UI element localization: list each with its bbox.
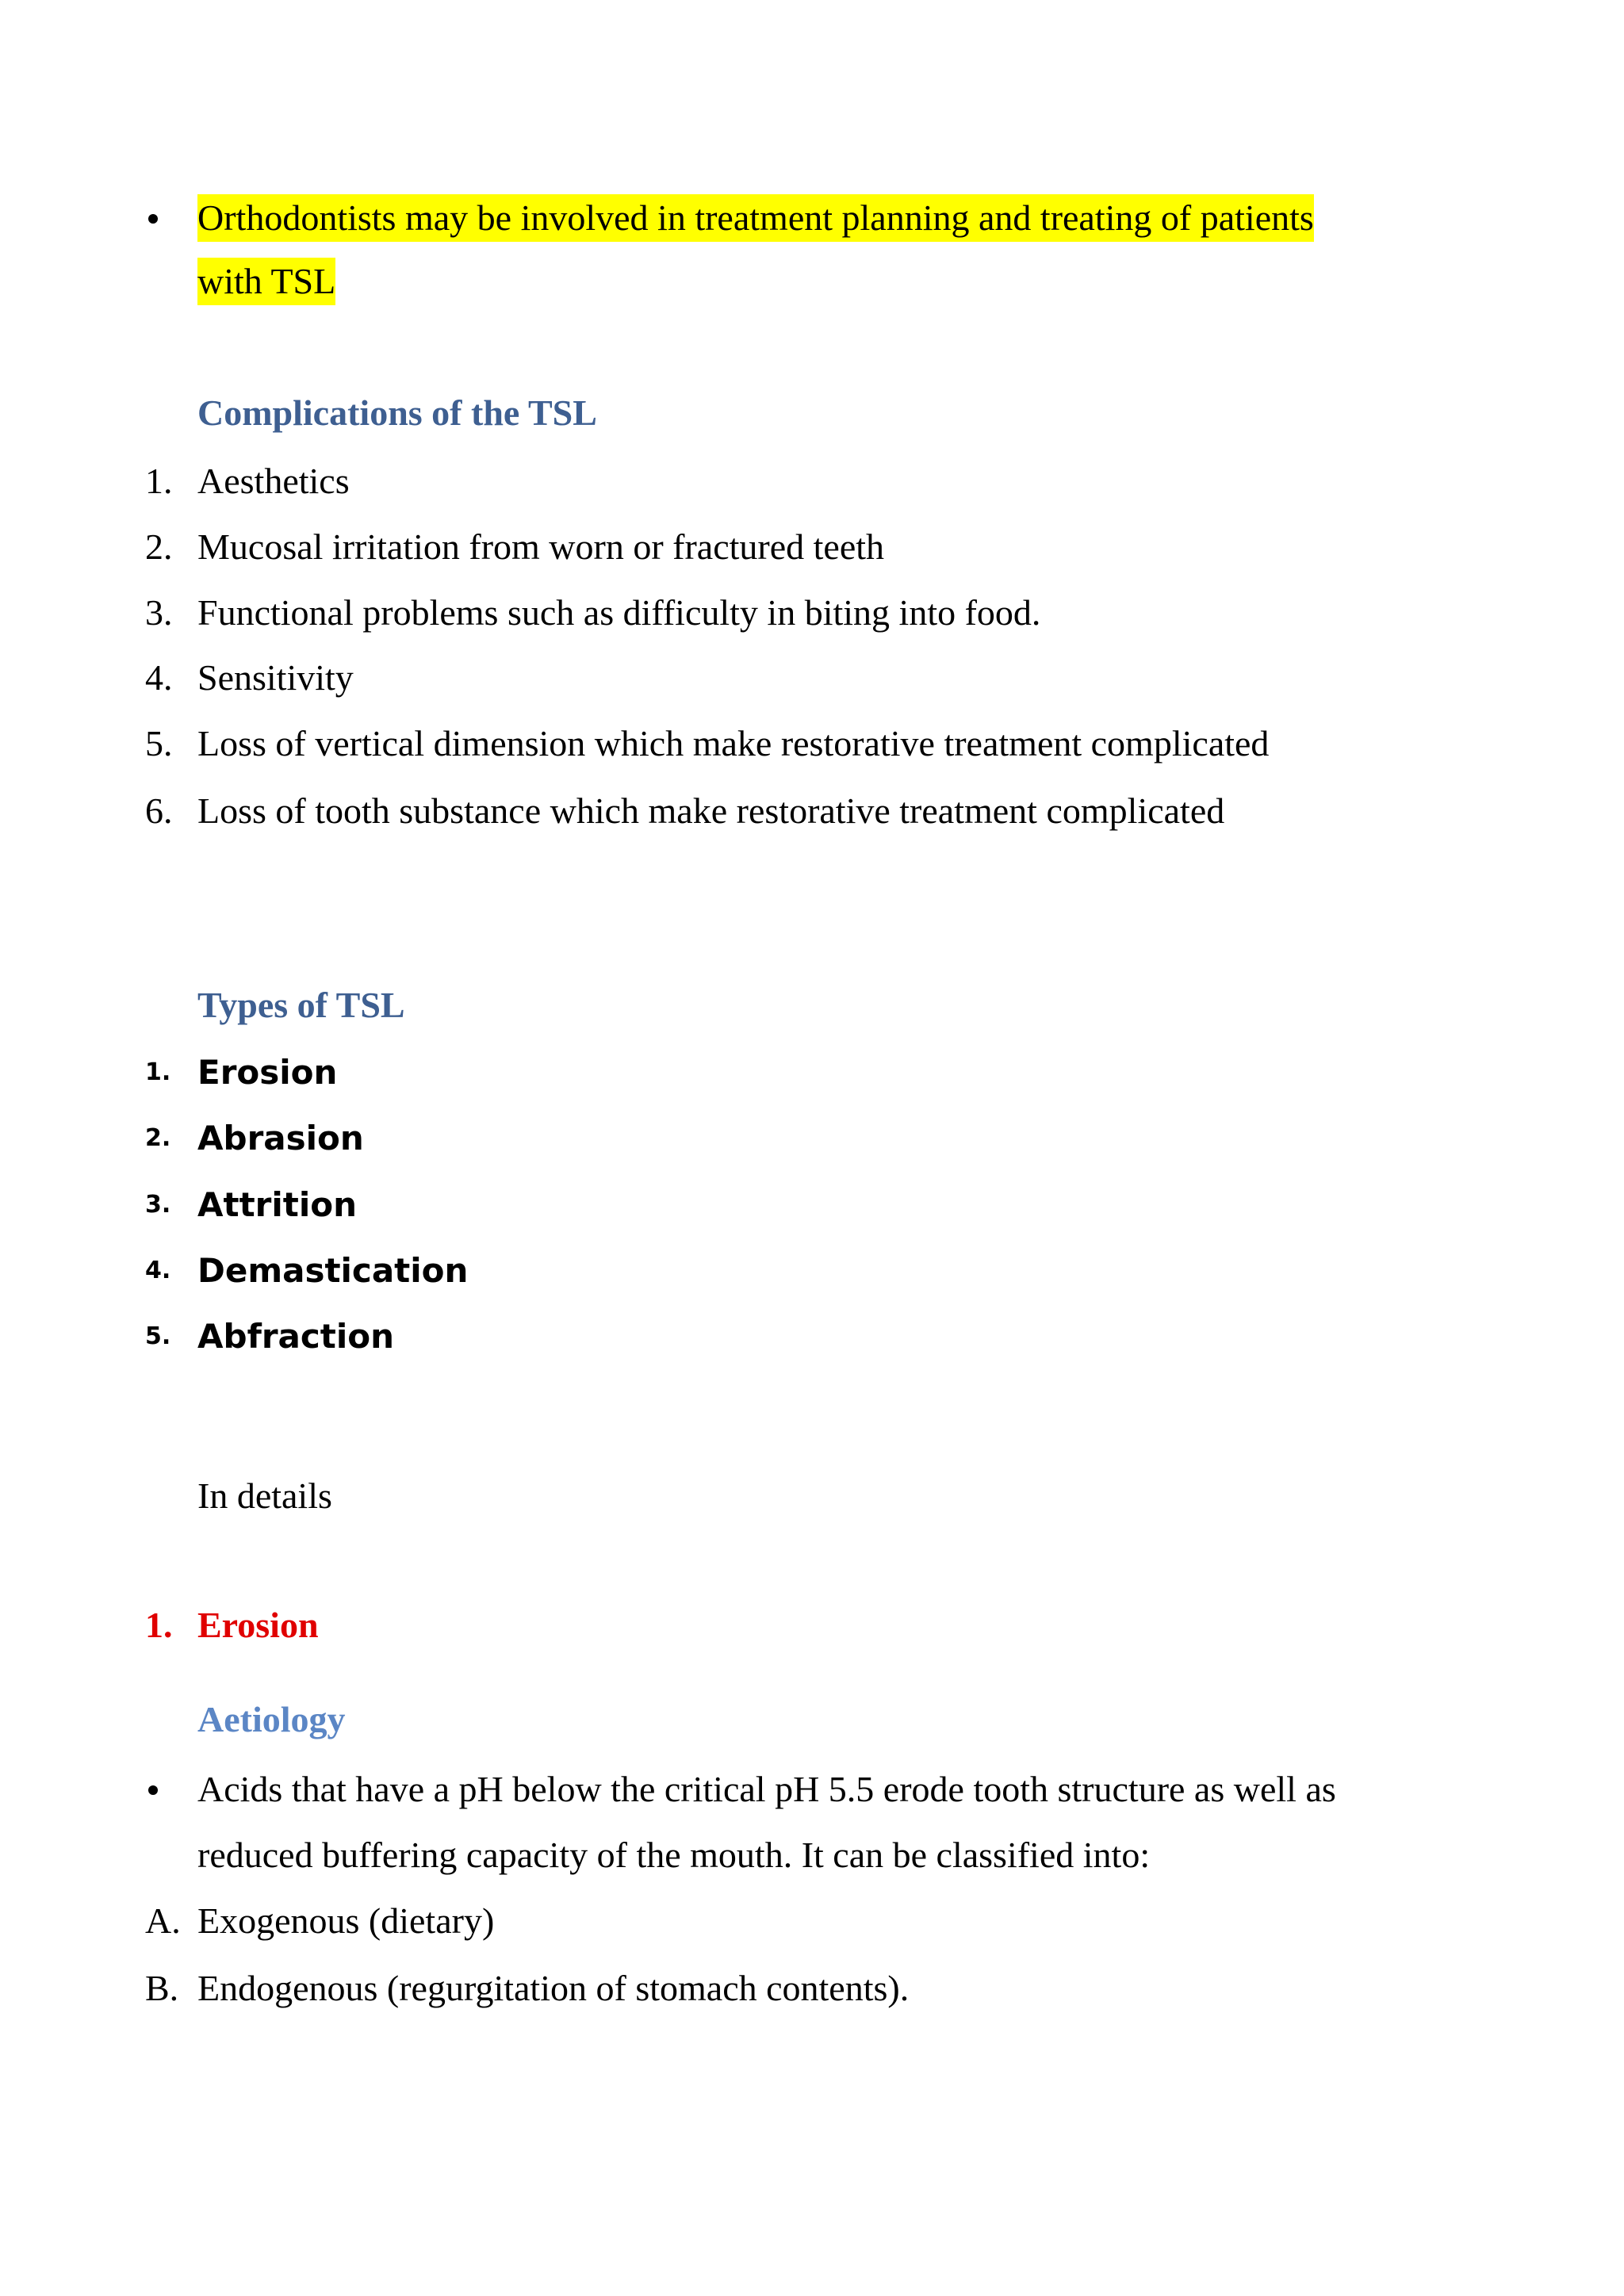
- list-item-text: Abrasion: [197, 1119, 364, 1158]
- list-item-text: Sensitivity: [197, 657, 354, 698]
- list-letter: A.: [145, 1900, 181, 1941]
- list-item-text: Functional problems such as difficulty in biting into food.: [197, 592, 1041, 633]
- list-item-text: Loss of vertical dimension which make restorative treatment complicated: [197, 723, 1270, 763]
- list-number: 5.: [145, 1322, 171, 1350]
- section-number: 1.: [145, 1605, 173, 1645]
- list-number: 6.: [145, 790, 173, 831]
- list-number: 4.: [145, 1257, 171, 1284]
- types-heading: Types of TSL: [197, 985, 405, 1025]
- list-number: 1.: [145, 461, 173, 501]
- intro-bullet-line1: Orthodontists may be involved in treatment planning and treating of patients: [197, 194, 1314, 242]
- section-title: Erosion: [197, 1605, 319, 1645]
- intro-bullet-line2: with TSL: [197, 258, 335, 305]
- list-item-text: Attrition: [197, 1185, 357, 1224]
- list-item-text: Endogenous (regurgitation of stomach contents).: [197, 1968, 910, 2008]
- list-number: 2.: [145, 526, 173, 567]
- list-number: 4.: [145, 657, 173, 698]
- list-item-text: Demastication: [197, 1251, 469, 1290]
- list-item-text: Mucosal irritation from worn or fractured teeth: [197, 526, 885, 567]
- bullet-icon: [148, 1766, 196, 1813]
- list-number: 1.: [145, 1058, 171, 1086]
- aetiology-bullet-line1: Acids that have a pH below the critical pH 5.5 erode tooth structure as well as: [197, 1769, 1336, 1809]
- list-item-text: Abfraction: [197, 1317, 395, 1356]
- list-number: 5.: [145, 723, 173, 763]
- complications-heading: Complications of the TSL: [197, 392, 597, 433]
- aetiology-bullet-line2: reduced buffering capacity of the mouth. It can be classified into:: [197, 1835, 1151, 1875]
- list-item-text: Erosion: [197, 1053, 338, 1092]
- details-label: In details: [197, 1475, 332, 1516]
- list-item-text: Exogenous (dietary): [197, 1900, 495, 1941]
- list-item-text: Loss of tooth substance which make restorative treatment complicated: [197, 790, 1225, 831]
- list-number: 3.: [145, 592, 173, 633]
- subheading: Aetiology: [197, 1699, 346, 1739]
- list-letter: B.: [145, 1968, 179, 2008]
- list-item-text: Aesthetics: [197, 461, 350, 501]
- list-number: 2.: [145, 1124, 171, 1152]
- list-number: 3.: [145, 1191, 171, 1219]
- bullet-icon: [148, 194, 196, 242]
